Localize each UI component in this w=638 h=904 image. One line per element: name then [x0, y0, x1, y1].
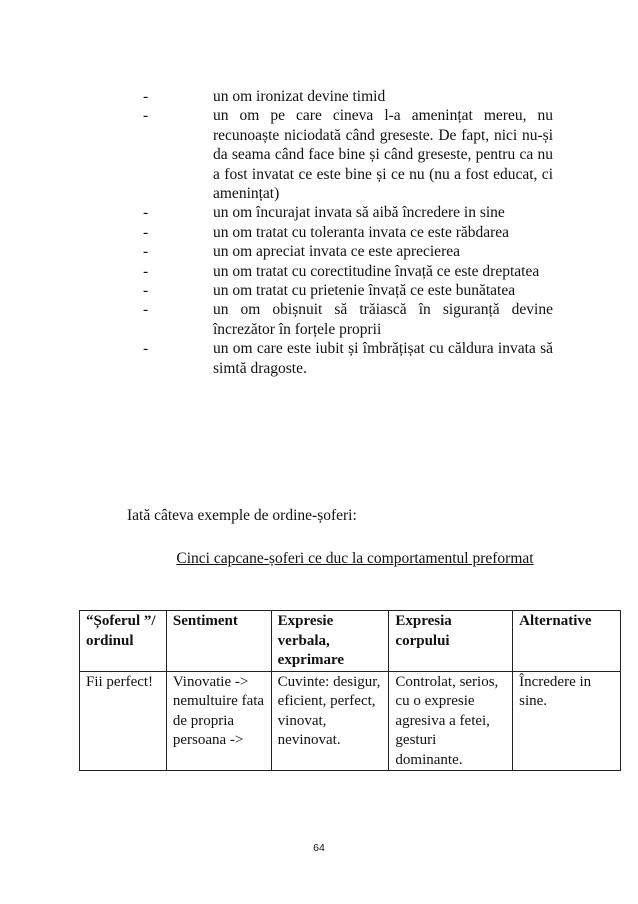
list-item: [0, 281, 638, 300]
list-item: [0, 203, 638, 222]
table-header-row: [80, 611, 621, 672]
table-cell: Încredere in sine.: [513, 671, 621, 771]
list-dash: -: [143, 301, 149, 319]
list-item-text: un om obișnuit să trăiască în siguranță devine încrezător în forțele proprii: [213, 301, 553, 338]
list-item-text: un om încurajat invata să aibă încredere in sine: [213, 204, 505, 222]
table-header-cell: Expresie verbala, exprimare: [271, 611, 389, 672]
list-dash: -: [143, 282, 149, 300]
table-header-cell: Alternative: [513, 611, 621, 672]
list-item-text: un om ironizat devine timid: [213, 88, 386, 105]
list-item: [0, 223, 638, 242]
table-header-cell: “Șoferul ”/ ordinul: [80, 611, 167, 672]
bullet-list: [0, 87, 638, 378]
list-dash: -: [143, 204, 149, 222]
list-item: [0, 87, 638, 106]
table-cell: Vinovatie -> nemultuire fata de propria persoana ->: [166, 671, 271, 771]
list-item-text: un om apreciat invata ce este aprecierea: [213, 243, 460, 261]
table-title: Cinci capcane-șoferi ce duc la comportamentul preformat: [176, 550, 534, 567]
list-dash: -: [143, 107, 149, 125]
drivers-table: [79, 610, 621, 771]
list-item: [0, 242, 638, 261]
page-number: 64: [313, 842, 325, 854]
list-dash: -: [143, 262, 149, 280]
intro-paragraph: Iată câteva exemple de ordine-șoferi:: [127, 507, 357, 524]
table-cell: Cuvinte: desigur, eficient, perfect, vinovat, nevinovat.: [271, 671, 389, 771]
table-cell: Controlat, serios, cu o expresie agresiva a fetei, gesturi dominante.: [389, 671, 513, 771]
list-item-text: un om pe care cineva l-a amenințat mereu, nu recunoaște niciodată când greseste. De fapt, nici nu-și da seama când face bine și când greseste, pentru ca nu a fost invatat ce este bine și ce nu (nu a fost educat, ci amenințat): [213, 107, 553, 203]
list-dash: -: [143, 340, 149, 358]
table-cell: Fii perfect!: [80, 671, 167, 771]
list-dash: -: [143, 243, 149, 261]
list-dash: -: [143, 223, 149, 241]
list-item: [0, 300, 638, 339]
list-item: [0, 339, 638, 378]
list-item-text: un om tratat cu toleranta invata ce este răbdarea: [213, 223, 510, 241]
list-item: [0, 106, 638, 203]
list-dash: -: [143, 88, 149, 105]
list-item-text: un om tratat cu corectitudine învață ce este dreptatea: [213, 262, 540, 280]
list-item-text: un om care este iubit și îmbrățișat cu căldura invata să simtă dragoste.: [213, 340, 553, 377]
table-header-cell: Expresia corpului: [389, 611, 513, 672]
list-item-text: un om tratat cu prietenie învață ce este bunătatea: [213, 282, 516, 300]
table-header-cell: Sentiment: [166, 611, 271, 672]
list-item: [0, 262, 638, 281]
table-row: [80, 671, 621, 771]
